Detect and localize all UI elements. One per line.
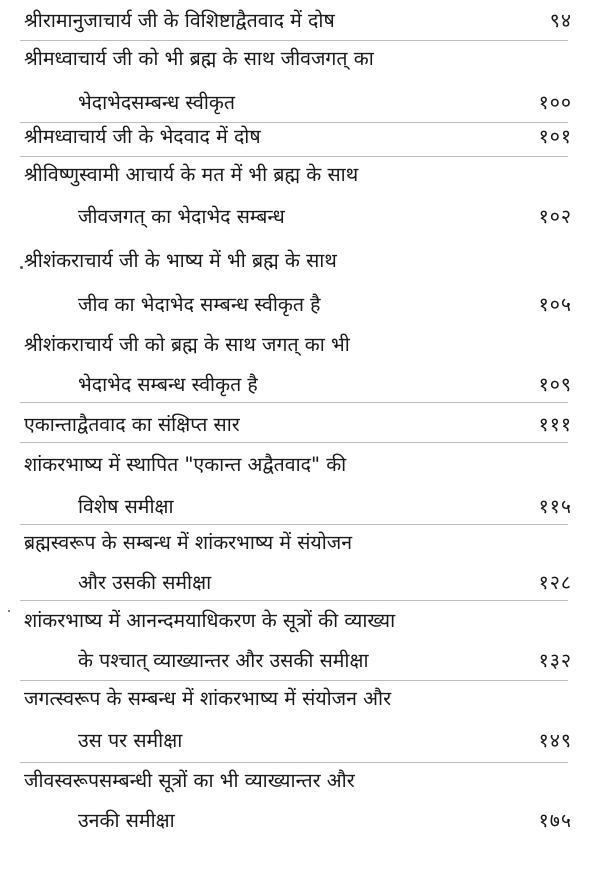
divider	[20, 442, 568, 443]
toc-entry-title-line: जीवस्वरूपसम्बन्धी सूत्रों का भी व्याख्यान्तर और	[24, 769, 355, 792]
toc-entry-page-number: १२८	[538, 571, 572, 594]
toc-entry-title-line: श्रीशंकराचार्य जी के भाष्य में भी ब्रह्म के साथ	[24, 249, 337, 272]
divider	[20, 524, 568, 525]
toc-entry-page-number: ११५	[538, 495, 572, 518]
toc-entry-title-line: के पश्चात् व्याख्यान्तर और उसकी समीक्षा	[78, 649, 369, 672]
toc-entry-title-line: श्रीशंकराचार्य जी को ब्रह्म के साथ जगत् का भी	[24, 333, 350, 356]
toc-entry-title-line: जगत्स्वरूप के सम्बन्ध में शांकरभाष्य में संयोजन और	[24, 687, 392, 710]
toc-entry-title-line: श्रीरामानुजाचार्य जी के विशिष्टाद्वैतवाद में दोष	[24, 9, 335, 32]
divider	[20, 156, 568, 157]
toc-entry-title-line: एकान्ताद्वैतवाद का संक्षिप्त सार	[24, 413, 240, 436]
toc-entry-title-line: विशेष समीक्षा	[78, 495, 174, 518]
divider	[20, 600, 568, 601]
toc-entry-title-line: श्रीमध्वाचार्य जी के भेदवाद में दोष	[24, 125, 261, 148]
toc-entry-page-number: १०१	[538, 125, 572, 148]
toc-entry-title-line: श्रीमध्वाचार्य जी को भी ब्रह्म के साथ जीवजगत् का	[24, 47, 374, 70]
toc-entry-page-number: ९४	[549, 9, 572, 32]
divider	[20, 402, 568, 403]
divider	[20, 680, 568, 681]
toc-entry-title-line: उनकी समीक्षा	[78, 809, 175, 832]
toc-entry-title-line: और उसकी समीक्षा	[78, 571, 212, 594]
toc-entry-title-line: उस पर समीक्षा	[78, 729, 183, 752]
toc-entry-title-line: जीवजगत् का भेदाभेद सम्बन्ध	[78, 205, 285, 228]
toc-entry-title-line: शांकरभाष्य में स्थापित "एकान्त अद्वैतवाद" की	[24, 453, 347, 476]
toc-entry-page-number: १०९	[538, 373, 572, 396]
toc-entry-page-number: १००	[538, 91, 572, 114]
toc-entry-title-line: शांकरभाष्य में आनन्दमयाधिकरण के सूत्रों की व्याख्या	[24, 609, 396, 632]
divider	[20, 762, 568, 763]
divider	[20, 122, 568, 123]
toc-entry-title-line: श्रीविष्णुस्वामी आचार्य के मत में भी ब्रह्म के साथ	[24, 163, 359, 186]
toc-entry-page-number: १४९	[538, 729, 572, 752]
toc-entry-title-line: जीव का भेदाभेद सम्बन्ध स्वीकृत है	[78, 293, 321, 316]
toc-entry-title-line: ब्रह्मस्वरूप के सम्बन्ध में शांकरभाष्य में संयोजन	[24, 531, 353, 554]
toc-entry-page-number: १०५	[538, 293, 572, 316]
toc-entry-page-number: १७५	[538, 809, 572, 832]
toc-entry-title-line: भेदाभेद सम्बन्ध स्वीकृत है	[78, 373, 258, 396]
toc-entry-page-number: १०२	[538, 205, 572, 228]
toc-entry-page-number: १३२	[538, 649, 572, 672]
toc-entry-page-number: १११	[538, 413, 572, 436]
print-speck	[20, 266, 23, 269]
divider	[20, 40, 568, 41]
print-speck	[8, 610, 10, 612]
toc-entry-title-line: भेदाभेदसम्बन्ध स्वीकृत	[78, 91, 235, 114]
